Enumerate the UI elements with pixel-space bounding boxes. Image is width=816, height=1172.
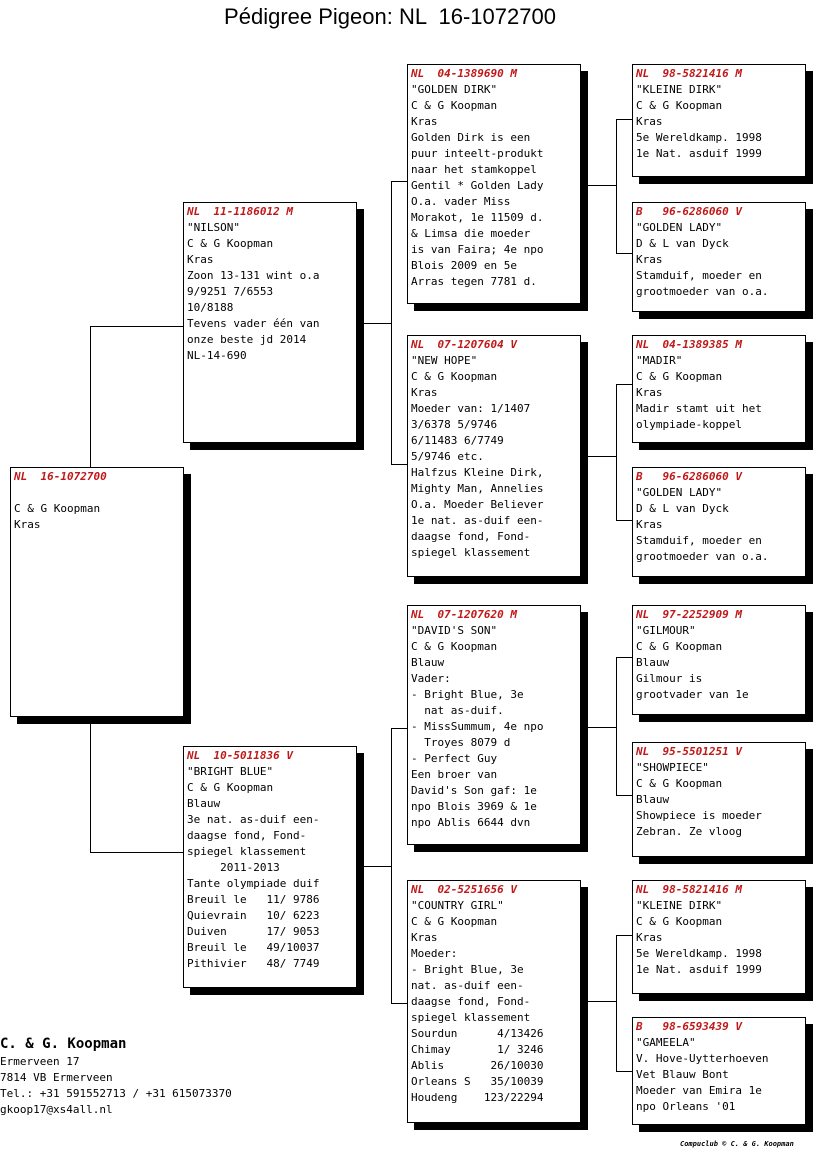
connector-line [616, 119, 632, 120]
pigeon-card-ss-dam [632, 202, 806, 312]
pigeon-card-dam-dam [407, 880, 581, 1123]
pigeon-name: "NILSON" [187, 221, 240, 234]
pigeon-name: "GILMOUR" [636, 624, 696, 637]
connector-line [391, 181, 392, 464]
notes [411, 946, 577, 1106]
connector-line [616, 1071, 632, 1072]
pigeon-card-sire [183, 202, 357, 443]
note-line: 2011-2013 [187, 861, 280, 874]
note-line: Arras tegen 7781 d. [411, 275, 537, 288]
note-line: Gentil * Golden Lady [411, 179, 544, 192]
connector-line [588, 185, 616, 186]
connector-line [391, 728, 392, 1003]
color: Kras [636, 253, 663, 266]
page-title: Pédigree Pigeon: NL 16-1072700 [224, 4, 556, 29]
note-line: Tante olympiade duif [187, 877, 320, 890]
owner-city: 7814 VB Ermerveen [0, 1071, 113, 1084]
pigeon-name: "MADIR" [636, 354, 683, 367]
note-line: Morakot, 1e 11509 d. [411, 211, 544, 224]
connector-line [616, 657, 617, 795]
note-line: daagse fond, Fond- [411, 995, 531, 1008]
pigeon-card-ds-dam [632, 742, 806, 857]
notes [636, 1083, 802, 1115]
connector-line [616, 119, 617, 253]
connector-line [391, 464, 407, 465]
note-line: Golden Dirk is een [411, 131, 531, 144]
note-line: naar het stamkoppel [411, 163, 537, 176]
notes [636, 533, 802, 565]
owner-email: gkoop17@xs4all.nl [0, 1103, 113, 1116]
connector-line [90, 326, 184, 327]
color: Kras [636, 518, 663, 531]
owner-info [0, 1034, 232, 1118]
note-line: olympiade-koppel [636, 418, 742, 431]
connector-line [616, 795, 632, 796]
ring-number: NL 97-2252909 M [636, 608, 742, 621]
pigeon-name: "KLEINE DIRK" [636, 899, 723, 912]
note-line: Stamduif, moeder en [636, 534, 762, 547]
breeder: C & G Koopman [411, 915, 498, 928]
note-line: Chimay 1/ 3246 [411, 1043, 544, 1056]
note-line: Pithivier 48/ 7749 [187, 957, 320, 970]
notes [411, 401, 577, 561]
notes [187, 268, 353, 364]
pigeon-card-sire-dam [407, 335, 581, 577]
ring-number: B 96-6286060 V [636, 470, 742, 483]
breeder: D & L van Dyck [636, 237, 729, 250]
note-line: npo Ablis 6644 dvn [411, 816, 531, 829]
breeder: C & G Koopman [411, 640, 498, 653]
note-line: O.a. Moeder Believer [411, 498, 544, 511]
pigeon-name: "KLEINE DIRK" [636, 83, 723, 96]
color: Kras [636, 931, 663, 944]
connector-line [616, 384, 632, 385]
breeder: C & G Koopman [14, 502, 101, 515]
note-line: Troyes 8079 d [411, 736, 511, 749]
notes [636, 946, 802, 978]
notes [636, 401, 802, 433]
connector-line [588, 727, 616, 728]
note-line: 3/6378 5/9746 [411, 418, 498, 431]
pigeon-name: "BRIGHT BLUE" [187, 765, 274, 778]
note-line: Een broer van [411, 768, 498, 781]
ring-number: NL 02-5251656 V [411, 883, 517, 896]
breeder: C & G Koopman [187, 237, 274, 250]
note-line: spiegel klassement [187, 845, 307, 858]
notes [187, 812, 353, 972]
connector-line [364, 866, 391, 867]
note-line: - Bright Blue, 3e [411, 688, 524, 701]
notes [636, 268, 802, 300]
note-line: puur inteelt-produkt [411, 147, 544, 160]
note-line: Gilmour is [636, 672, 703, 685]
color: Blauw [636, 656, 670, 669]
note-line: npo Blois 3969 & 1e [411, 800, 537, 813]
breeder: V. Hove-Uytterhoeven [636, 1052, 769, 1065]
breeder: C & G Koopman [636, 915, 723, 928]
note-line: Duiven 17/ 9053 [187, 925, 320, 938]
pigeon-card-dd-dam [632, 1017, 806, 1125]
note-line: Moeder van: 1/1407 [411, 402, 531, 415]
note-line: Tevens vader één van [187, 317, 320, 330]
note-line: is van Faira; 4e npo [411, 243, 544, 256]
note-line: - MissSummum, 4e npo [411, 720, 544, 733]
notes [636, 130, 802, 162]
owner-phone: Tel.: +31 591552713 / +31 615073370 [0, 1087, 232, 1100]
color: Blauw [411, 656, 445, 669]
note-line: Breuil le 11/ 9786 [187, 893, 320, 906]
notes [636, 671, 802, 703]
note-line: Madir stamt uit het [636, 402, 762, 415]
note-line: grootmoeder van o.a. [636, 285, 769, 298]
note-line: spiegel klassement [411, 546, 531, 559]
connector-line [90, 716, 91, 852]
color: Kras [636, 386, 663, 399]
pigeon-card-sd-sire [632, 335, 806, 443]
note-line: 5e Wereldkamp. 1998 [636, 131, 762, 144]
ring-number: NL 16-1072700 [14, 470, 107, 483]
pigeon-card-ds-sire [632, 605, 806, 715]
note-line: onze beste jd 2014 [187, 333, 307, 346]
color: Kras [411, 115, 438, 128]
note-line: spiegel klassement [411, 1011, 531, 1024]
ring-number: B 96-6286060 V [636, 205, 742, 218]
connector-line [588, 456, 616, 457]
note-line: grootmoeder van o.a. [636, 550, 769, 563]
pigeon-card-subject [10, 467, 184, 717]
connector-line [391, 728, 407, 729]
pigeon-card-sire-sire [407, 64, 581, 304]
note-line: Showpiece is moeder [636, 809, 762, 822]
pigeon-name: "GAMEELA" [636, 1036, 696, 1049]
pigeon-name: "DAVID'S SON" [411, 624, 498, 637]
pigeon-name: "SHOWPIECE" [636, 761, 709, 774]
note-line: 1e nat. as-duif een- [411, 514, 544, 527]
connector-line [391, 181, 407, 182]
ring-number: NL 11-1186012 M [187, 205, 293, 218]
pigeon-name: "NEW HOPE" [411, 354, 478, 367]
credit-footer: Compuclub © C. & G. Koopman [680, 1140, 794, 1148]
breeder: D & L van Dyck [636, 502, 729, 515]
note-line: Stamduif, moeder en [636, 269, 762, 282]
notes [411, 130, 577, 290]
note-line: NL-14-690 [187, 349, 247, 362]
breeder: C & G Koopman [636, 99, 723, 112]
ring-number: NL 10-5011836 V [187, 749, 293, 762]
note-line: nat. as-duif een- [411, 979, 524, 992]
ring-number: NL 98-5821416 M [636, 883, 742, 896]
note-line: Zebran. Ze vloog [636, 825, 742, 838]
connector-line [616, 384, 617, 520]
connector-line [616, 520, 632, 521]
connector-line [588, 1001, 616, 1002]
breeder: C & G Koopman [636, 777, 723, 790]
note-line: 6/11483 6/7749 [411, 434, 504, 447]
ring-number: NL 98-5821416 M [636, 67, 742, 80]
owner-name: C. & G. Koopman [0, 1036, 127, 1052]
connector-line [391, 1003, 407, 1004]
ring-number: B 98-6593439 V [636, 1020, 742, 1033]
note-line: 10/8188 [187, 301, 234, 314]
breeder: C & G Koopman [636, 370, 723, 383]
pigeon-card-ss-sire [632, 64, 806, 177]
note-line: daagse fond, Fond- [187, 829, 307, 842]
pigeon-name: "GOLDEN LADY" [636, 486, 723, 499]
note-line: 1e Nat. asduif 1999 [636, 963, 762, 976]
notes [411, 671, 577, 831]
connector-line [90, 326, 91, 468]
connector-line [616, 253, 632, 254]
ring-number: NL 07-1207604 V [411, 338, 517, 351]
pigeon-card-sd-dam [632, 467, 806, 577]
color: Blauw [636, 793, 670, 806]
note-line: Ablis 26/10030 [411, 1059, 544, 1072]
note-line: 5/9746 etc. [411, 450, 484, 463]
note-line: Breuil le 49/10037 [187, 941, 320, 954]
ring-number: NL 07-1207620 M [411, 608, 517, 621]
note-line: 1e Nat. asduif 1999 [636, 147, 762, 160]
note-line: - Perfect Guy [411, 752, 498, 765]
note-line: Houdeng 123/22294 [411, 1091, 544, 1104]
color: Vet Blauw Bont [636, 1068, 729, 1081]
note-line: Moeder van Emira 1e [636, 1084, 762, 1097]
breeder: C & G Koopman [411, 99, 498, 112]
color: Kras [411, 386, 438, 399]
pigeon-card-dam-sire [407, 605, 581, 845]
connector-line [616, 657, 632, 658]
note-line: Halfzus Kleine Dirk, [411, 466, 544, 479]
color: Kras [411, 931, 438, 944]
note-line: Zoon 13-131 wint o.a [187, 269, 320, 282]
pigeon-name: "GOLDEN DIRK" [411, 83, 498, 96]
note-line: Vader: [411, 672, 451, 685]
connector-line [616, 935, 632, 936]
note-line: & Limsa die moeder [411, 227, 531, 240]
note-line: Moeder: [411, 947, 458, 960]
note-line: - Bright Blue, 3e [411, 963, 524, 976]
note-line: O.a. vader Miss [411, 195, 511, 208]
breeder: C & G Koopman [411, 370, 498, 383]
connector-line [90, 852, 184, 853]
ring-number: NL 04-1389385 M [636, 338, 742, 351]
note-line: grootvader van 1e [636, 688, 749, 701]
pigeon-name: "GOLDEN LADY" [636, 221, 723, 234]
note-line: 5e Wereldkamp. 1998 [636, 947, 762, 960]
owner-address: Ermerveen 17 [0, 1055, 80, 1068]
ring-number: NL 04-1389690 M [411, 67, 517, 80]
color: Kras [636, 115, 663, 128]
breeder: C & G Koopman [187, 781, 274, 794]
note-line: 9/9251 7/6553 [187, 285, 274, 298]
notes [636, 808, 802, 840]
note-line: npo Orleans '01 [636, 1100, 736, 1113]
note-line: Sourdun 4/13426 [411, 1027, 544, 1040]
ring-number: NL 95-5501251 V [636, 745, 742, 758]
note-line: Orleans S 35/10039 [411, 1075, 544, 1088]
color: Kras [187, 253, 214, 266]
pigeon-card-dd-sire [632, 880, 806, 994]
note-line: daagse fond, Fond- [411, 530, 531, 543]
color: Blauw [187, 797, 221, 810]
connector-line [616, 935, 617, 1071]
note-line: Quievrain 10/ 6223 [187, 909, 320, 922]
note-line: Blois 2009 en 5e [411, 259, 517, 272]
note-line: nat as-duif. [411, 704, 504, 717]
connector-line [364, 323, 391, 324]
color: Kras [14, 518, 41, 531]
note-line: David's Son gaf: 1e [411, 784, 537, 797]
note-line: Mighty Man, Annelies [411, 482, 544, 495]
breeder: C & G Koopman [636, 640, 723, 653]
note-line: 3e nat. as-duif een- [187, 813, 320, 826]
pigeon-name: "COUNTRY GIRL" [411, 899, 504, 912]
pigeon-card-dam [183, 746, 357, 988]
